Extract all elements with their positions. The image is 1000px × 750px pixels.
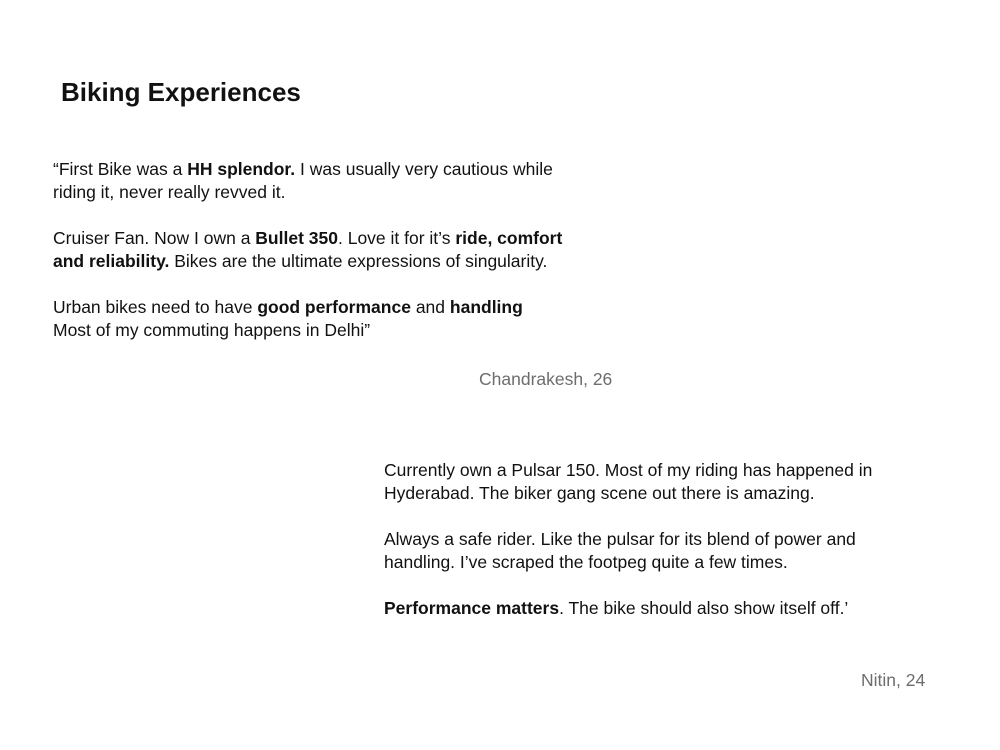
quote-text: Currently own a Pulsar 150. Most of my riding has happened in xyxy=(384,460,873,480)
quote-text: Most of my commuting happens in Delhi” xyxy=(53,320,371,340)
quote-text: riding it, never really revved it. xyxy=(53,182,286,202)
quote-paragraph xyxy=(384,459,954,505)
quote-emphasis: good performance xyxy=(257,297,411,317)
quote-text: I was usually very cautious while xyxy=(295,159,553,179)
quote-text: Cruiser Fan. Now I own a xyxy=(53,228,256,248)
quote-emphasis: and reliability. xyxy=(53,251,170,271)
quote-paragraph xyxy=(53,227,633,273)
quote-paragraph xyxy=(384,528,954,574)
quote-text: and xyxy=(410,297,450,317)
quote-text: “First Bike was a xyxy=(53,159,188,179)
testimonial-quote-chandrakesh xyxy=(53,158,633,342)
quote-emphasis: Bullet 350 xyxy=(255,228,338,248)
quote-paragraph xyxy=(53,296,633,342)
quote-text: Hyderabad. The biker gang scene out there is amazing. xyxy=(384,483,815,503)
quote-text: Bikes are the ultimate expressions of singularity. xyxy=(169,251,548,271)
quote-text: . The bike should also show itself off.’ xyxy=(559,598,849,618)
quote-text: Urban bikes need to have xyxy=(53,297,258,317)
quote-text: Always a safe rider. Like the pulsar for its blend of power and xyxy=(384,529,856,549)
quote-emphasis: handling xyxy=(449,297,523,317)
quote-emphasis: Performance matters xyxy=(384,598,560,618)
quote-emphasis: HH splendor. xyxy=(187,159,296,179)
quote-emphasis: ride, comfort xyxy=(455,228,563,248)
quote-paragraph xyxy=(53,158,633,204)
quote-text: . Love it for it’s xyxy=(337,228,456,248)
page-title: Biking Experiences xyxy=(61,77,301,107)
testimonial-quote-nitin xyxy=(384,459,954,620)
quote-paragraph xyxy=(384,597,954,620)
quote-attribution: Chandrakesh, 26 xyxy=(479,369,613,389)
quote-text: handling. I’ve scraped the footpeg quite a few times. xyxy=(384,552,788,572)
quote-attribution: Nitin, 24 xyxy=(861,670,926,690)
